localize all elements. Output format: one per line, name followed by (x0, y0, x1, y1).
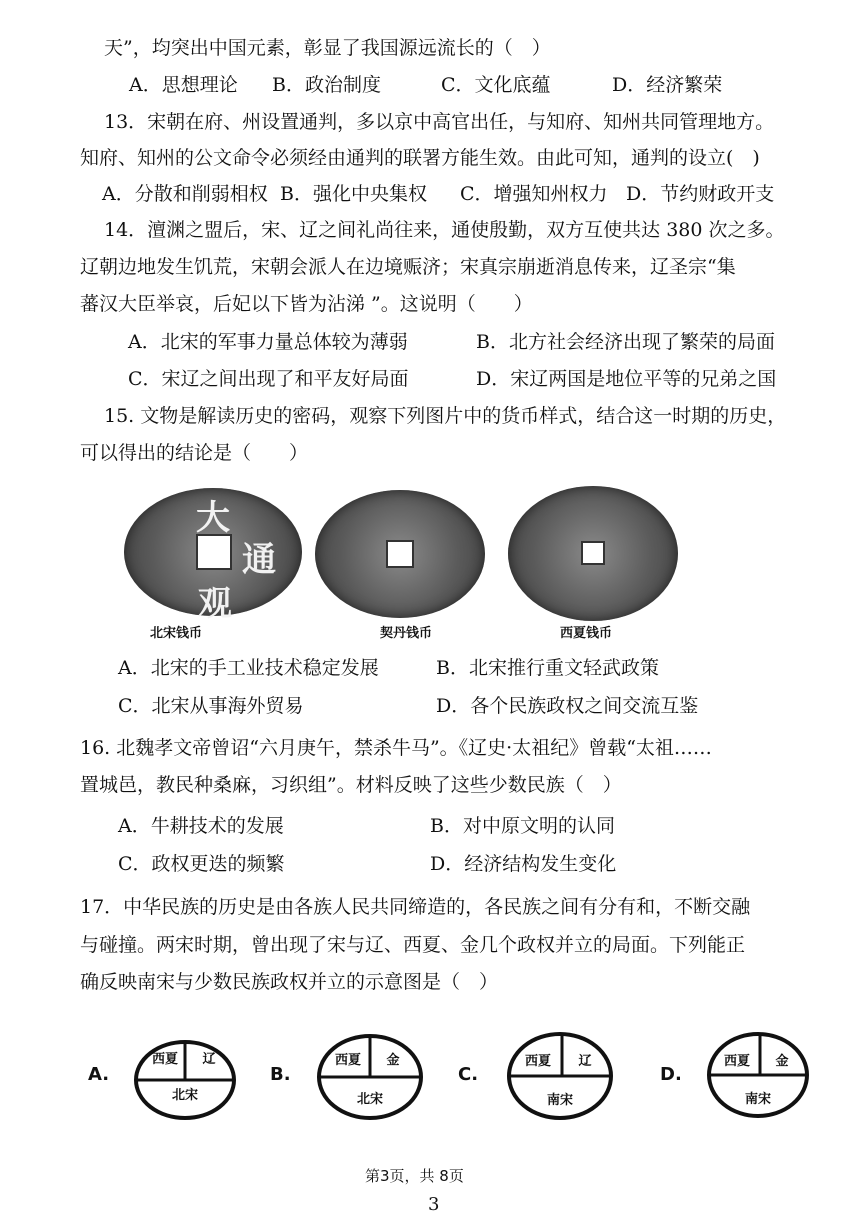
q17-line-1: 17．中华民族的历史是由各族人民共同缔造的，各民族之间有分有和，不断交融 (80, 896, 751, 918)
q13-option-d: D．节约财政开支 (626, 183, 775, 205)
q13-option-c: C．增强知州权力 (460, 183, 608, 205)
q13-option-b: B．强化中央集权 (280, 183, 427, 205)
q13-line-2: 知府、知州的公文命令必须经由通判的联署方能生效。由此可知，通判的设立( ) (80, 147, 760, 169)
coin-char-bottom: 观 (198, 584, 232, 624)
q16-line-1: 16. 北魏孝文帝曾诏“六月庚午，禁杀牛马”。《辽史·太祖纪》曾载“太祖…… (80, 737, 712, 759)
q14-option-c: C．宋辽之间出现了和平友好局面 (128, 368, 409, 390)
diagram-c-bottom: 南宋 (546, 1093, 573, 1108)
q12-option-c: C．文化底蕴 (441, 74, 551, 96)
q15-line-1: 15. 文物是解读历史的密码，观察下列图片中的货币样式，结合这一时期的历史， (104, 405, 787, 427)
coin-hole (581, 541, 605, 565)
diagram-d-top-left: 西夏 (723, 1054, 750, 1069)
northern-song-coin-image (124, 488, 302, 624)
diagram-b (316, 1032, 424, 1122)
coin-char-right: 通 (242, 540, 276, 580)
page-label: 第3页，共 8页 (365, 1167, 464, 1185)
q16-line-2: 置城邑，教民种桑麻，习织组”。材料反映了这些少数民族（ ） (80, 774, 622, 796)
diagram-d-bottom: 南宋 (744, 1092, 771, 1107)
diagram-a-top-right: 辽 (202, 1052, 216, 1067)
diagram-d-letter: D. (660, 1064, 682, 1085)
q16-option-d: D．经济结构发生变化 (430, 853, 617, 875)
diagram-a-top-left: 西夏 (151, 1052, 178, 1067)
q15-option-d: D．各个民族政权之间交流互鉴 (436, 695, 699, 717)
diagram-c-top-left: 西夏 (524, 1054, 551, 1069)
diagram-b-bottom: 北宋 (356, 1092, 383, 1107)
q13-line-1: 13．宋朝在府、州设置通判，多以京中高官出任，与知府、知州共同管理地方。 (104, 111, 775, 133)
q16-option-a: A．牛耕技术的发展 (118, 815, 284, 837)
diagram-a-bottom: 北宋 (171, 1088, 198, 1103)
q14-line-1: 14．澶渊之盟后，宋、辽之间礼尚往来，通使殷勤，双方互使共达 380 次之多。 (104, 219, 785, 241)
q15-line-2: 可以得出的结论是（ ） (80, 442, 309, 464)
page-number: 3 (428, 1194, 440, 1215)
q15-option-a: A．北宋的手工业技术稳定发展 (118, 657, 379, 679)
diagram-d-top-right: 金 (775, 1054, 789, 1069)
q14-line-3: 蕃汉大臣举哀，后妃以下皆为沾涕 ”。这说明（ ） (80, 293, 533, 315)
western-xia-coin-image (508, 486, 678, 621)
q15-option-c: C．北宋从事海外贸易 (118, 695, 304, 717)
diagram-b-top-left: 西夏 (334, 1053, 361, 1068)
q14-option-b: B．北方社会经济出现了繁荣的局面 (476, 331, 775, 353)
q17-line-3: 确反映南宋与少数民族政权并立的示意图是（ ） (80, 971, 499, 993)
coin-hole (386, 540, 414, 568)
q14-option-a: A．北宋的军事力量总体较为薄弱 (128, 331, 408, 353)
q12-option-b: B．政治制度 (272, 74, 381, 96)
q12-option-d: D．经济繁荣 (612, 74, 723, 96)
diagram-c (506, 1030, 614, 1122)
western-xia-coin-caption: 西夏钱币 (560, 626, 613, 641)
diagram-c-top-right: 辽 (578, 1054, 592, 1069)
diagram-c-letter: C. (458, 1064, 479, 1085)
diagram-b-top-right: 金 (386, 1053, 400, 1068)
diagram-a-letter: A. (88, 1064, 110, 1085)
khitan-coin-image (315, 490, 485, 618)
q12-option-a: A．思想理论 (129, 74, 238, 96)
diagram-b-letter: B. (270, 1064, 291, 1085)
coin-hole (196, 534, 232, 570)
q15-option-b: B．北宋推行重文轻武政策 (436, 657, 659, 679)
q14-line-2: 辽朝边地发生饥荒，宋朝会派人在边境赈济；宋真宗崩逝消息传来，辽圣宗“集 (80, 256, 736, 278)
q12-text: 天”，均突出中国元素，彰显了我国源远流长的（ ） (104, 37, 551, 59)
coin-char-top: 大 (196, 498, 230, 538)
northern-song-coin-caption: 北宋钱币 (150, 626, 203, 641)
q17-line-2: 与碰撞。两宋时期，曾出现了宋与辽、西夏、金几个政权并立的局面。下列能正 (80, 934, 746, 956)
q16-option-b: B．对中原文明的认同 (430, 815, 615, 837)
q16-option-c: C．政权更迭的频繁 (118, 853, 285, 875)
q14-option-d: D．宋辽两国是地位平等的兄弟之国 (476, 368, 777, 390)
q13-option-a: A．分散和削弱相权 (102, 183, 268, 205)
khitan-coin-caption: 契丹钱币 (380, 626, 433, 641)
